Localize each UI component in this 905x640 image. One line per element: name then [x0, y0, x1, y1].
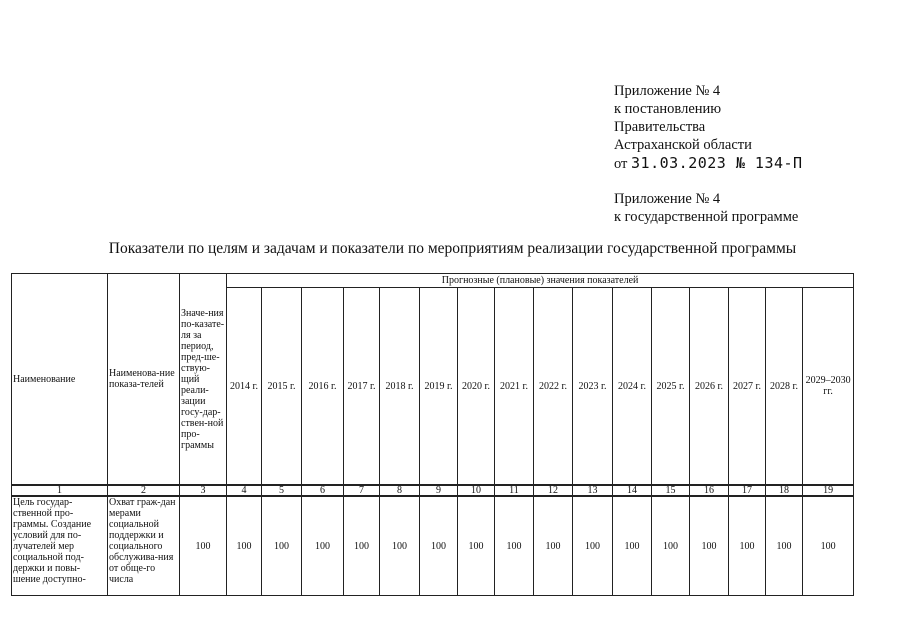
column-number: 18: [766, 485, 803, 496]
header-year: 2024 г.: [613, 288, 652, 486]
header-year: 2025 г.: [652, 288, 690, 486]
header-year: 2016 г.: [302, 288, 344, 486]
column-number: 6: [302, 485, 344, 496]
header-base-value: Значе-ния по-казате-ля за период, пред-ше-ствую-щий реали-зации госу-дар-ствен-ной про-граммы: [180, 274, 227, 486]
header-year: 2018 г.: [380, 288, 420, 486]
stamp-line-appendix: Приложение № 4: [614, 83, 721, 99]
header-year: 2017 г.: [344, 288, 380, 486]
header-year: 2014 г.: [227, 288, 262, 486]
table-row: [12, 496, 854, 596]
row-value: 100: [262, 496, 302, 596]
column-number: 8: [380, 485, 420, 496]
column-number: 14: [613, 485, 652, 496]
column-number: 1: [12, 485, 108, 496]
row-value: 100: [458, 496, 495, 596]
header-year: 2027 г.: [729, 288, 766, 486]
header-name: Наименование: [12, 274, 108, 486]
header-year: 2028 г.: [766, 288, 803, 486]
row-value: 100: [180, 496, 227, 596]
column-number: 9: [420, 485, 458, 496]
column-number: 19: [803, 485, 854, 496]
header-year: 2020 г.: [458, 288, 495, 486]
header-forecast-group: Прогнозные (плановые) значения показателей: [227, 274, 854, 288]
row-value: 100: [613, 496, 652, 596]
column-number: 7: [344, 485, 380, 496]
column-number: 11: [495, 485, 534, 496]
column-number: 5: [262, 485, 302, 496]
header-year: 2022 г.: [534, 288, 573, 486]
indicators-table: [11, 273, 854, 596]
column-number: 13: [573, 485, 613, 496]
row-value: 100: [652, 496, 690, 596]
header-year: 2019 г.: [420, 288, 458, 486]
page-title: Показатели по целям и задачам и показатели по мероприятиям реализации государственной программы: [108, 240, 797, 257]
row-value: 100: [534, 496, 573, 596]
row-indicator-name: Охват граж-дан мерами социальной поддержки и социального обслужива-ния от обще-го числа: [108, 496, 180, 596]
column-number: 4: [227, 485, 262, 496]
row-value: 100: [227, 496, 262, 596]
stamp-line-appendix-2: Приложение № 4: [614, 191, 721, 207]
row-value: 100: [690, 496, 729, 596]
stamp-line-program: к государственной программе: [614, 209, 799, 225]
column-number: 16: [690, 485, 729, 496]
stamp-line-date: [614, 154, 803, 173]
stamp-line-region: Астраханской области: [614, 137, 752, 153]
stamp-date-number: 31.03.2023 № 134-П: [631, 154, 803, 172]
column-number: 3: [180, 485, 227, 496]
column-number: 15: [652, 485, 690, 496]
header-year: 2026 г.: [690, 288, 729, 486]
row-value: 100: [380, 496, 420, 596]
header-year: 2023 г.: [573, 288, 613, 486]
row-value: 100: [729, 496, 766, 596]
stamp-line-decree: к постановлению: [614, 101, 722, 117]
row-value: 100: [803, 496, 854, 596]
column-number: 2: [108, 485, 180, 496]
header-indicator: Наименова-ние показа-телей: [108, 274, 180, 486]
row-value: 100: [420, 496, 458, 596]
approval-stamp: [614, 82, 803, 226]
header-year: 2021 г.: [495, 288, 534, 486]
column-number: 12: [534, 485, 573, 496]
column-number: 10: [458, 485, 495, 496]
row-goal-name: Цель государ-ственной про-граммы. Создание условий для по-лучателей мер социальной под-держки и повы-шение доступно-: [12, 496, 108, 596]
header-year: 2029–2030 гг.: [803, 288, 854, 486]
stamp-date-prefix: от: [614, 156, 628, 172]
row-value: 100: [344, 496, 380, 596]
row-value: 100: [573, 496, 613, 596]
column-number: 17: [729, 485, 766, 496]
header-year: 2015 г.: [262, 288, 302, 486]
stamp-line-government: Правительства: [614, 119, 706, 135]
row-value: 100: [766, 496, 803, 596]
row-value: 100: [302, 496, 344, 596]
row-value: 100: [495, 496, 534, 596]
